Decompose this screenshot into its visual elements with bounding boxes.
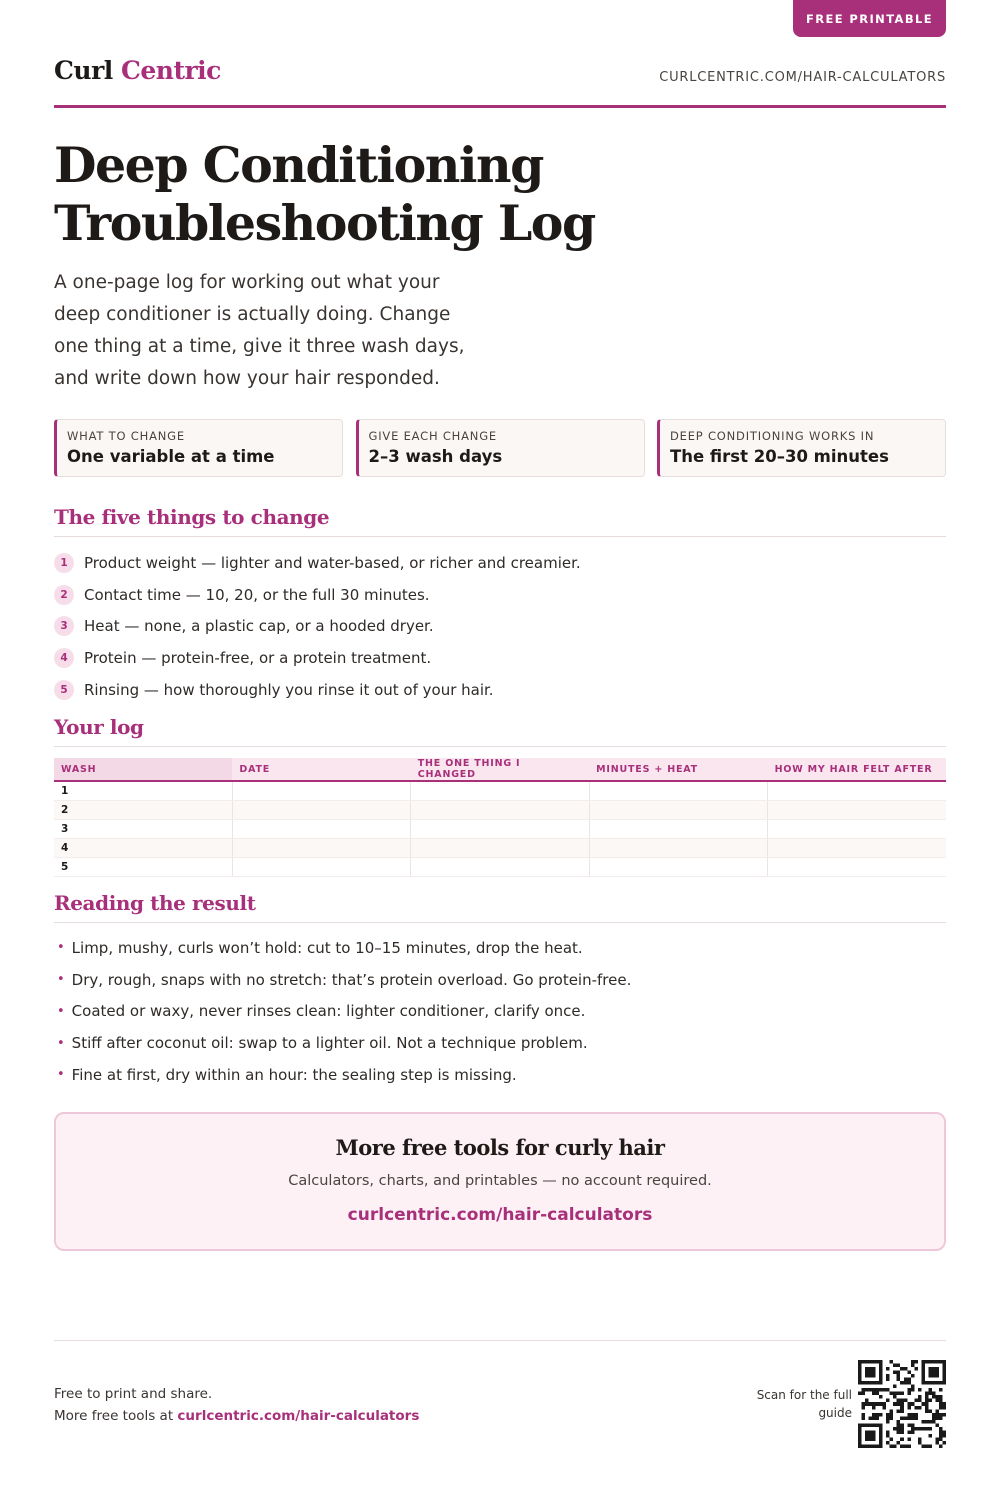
fact-card (356, 419, 645, 477)
list-item (54, 1059, 946, 1091)
qr-caption: Scan for the full guide (756, 1388, 852, 1420)
fact-value: One variable at a time (67, 447, 275, 466)
changes-heading: The five things to change (54, 505, 946, 537)
results-heading: Reading the result (54, 891, 946, 923)
footer-line-1: Free to print and share. (54, 1386, 213, 1402)
results-list (54, 932, 946, 1091)
result-text: Limp, mushy, curls won’t hold: cut to 10–15 minutes, drop the heat. (71, 938, 583, 957)
date-cell[interactable] (232, 800, 410, 819)
date-cell[interactable] (232, 857, 410, 876)
step-text: Protein — protein-free, or a protein treatment. (84, 649, 432, 668)
list-item (54, 642, 946, 674)
step-number: 1 (54, 553, 74, 573)
promo-link[interactable]: curlcentric.com/hair-calculators (347, 1205, 653, 1225)
step-text: Product weight — lighter and water-based, or richer and creamier. (84, 553, 581, 572)
wash-number: 2 (54, 800, 232, 819)
step-text: Rinsing — how thoroughly you rinse it out of your hair. (84, 680, 494, 699)
fact-cards (54, 419, 946, 477)
change-cell[interactable] (411, 819, 589, 838)
log-heading: Your log (54, 715, 946, 747)
changes-list (54, 547, 946, 706)
wash-number: 3 (54, 819, 232, 838)
footer-link[interactable]: curlcentric.com/hair-calculators (177, 1408, 420, 1424)
list-item (54, 611, 946, 643)
result-text: Stiff after coconut oil: swap to a lighter oil. Not a technique problem. (71, 1034, 588, 1053)
change-cell[interactable] (411, 781, 589, 800)
change-cell[interactable] (411, 800, 589, 819)
minutes-cell[interactable] (589, 800, 767, 819)
promo-box (54, 1112, 946, 1251)
footer-text (54, 1383, 419, 1427)
log-table (54, 758, 946, 877)
minutes-cell[interactable] (589, 819, 767, 838)
logo-first: Curl (54, 56, 113, 85)
title-line-2: Troubleshooting Log (54, 194, 595, 252)
footer-divider (54, 1340, 946, 1341)
minutes-cell[interactable] (589, 857, 767, 876)
table-row (54, 857, 946, 876)
change-cell[interactable] (411, 857, 589, 876)
title-line-1: Deep Conditioning (54, 136, 543, 194)
table-header-row (54, 758, 946, 781)
column-header: DATE (232, 758, 410, 781)
minutes-cell[interactable] (589, 781, 767, 800)
footer-prefix: More free tools at (54, 1408, 178, 1424)
column-header: WASH (54, 758, 232, 781)
fact-label: GIVE EACH CHANGE (368, 429, 497, 443)
wash-number: 1 (54, 781, 232, 800)
step-text: Heat — none, a plastic cap, or a hooded dryer. (84, 617, 434, 636)
list-item (54, 674, 946, 706)
table-row (54, 781, 946, 800)
date-cell[interactable] (232, 781, 410, 800)
logo[interactable] (54, 56, 221, 105)
minutes-cell[interactable] (589, 838, 767, 857)
fact-label: DEEP CONDITIONING WORKS IN (670, 429, 875, 443)
list-item (54, 932, 946, 964)
table-row (54, 800, 946, 819)
fact-label: WHAT TO CHANGE (67, 429, 185, 443)
step-number: 3 (54, 616, 74, 636)
site-url[interactable]: CURLCENTRIC.COM/HAIR-CALCULATORS (659, 70, 946, 85)
feel-cell[interactable] (768, 800, 946, 819)
promo-title: More free tools for curly hair (335, 1135, 665, 1160)
feel-cell[interactable] (768, 819, 946, 838)
step-text: Contact time — 10, 20, or the full 30 minutes. (84, 585, 430, 604)
fact-value: 2–3 wash days (368, 447, 503, 466)
step-number: 5 (54, 680, 74, 700)
column-header: MINUTES + HEAT (589, 758, 767, 781)
list-item (54, 1027, 946, 1059)
feel-cell[interactable] (768, 838, 946, 857)
bullet-icon: • (57, 1003, 65, 1019)
column-header: THE ONE THING I CHANGED (411, 758, 589, 781)
result-text: Fine at first, dry within an hour: the sealing step is missing. (71, 1065, 517, 1084)
free-printable-badge: FREE PRINTABLE (793, 0, 946, 37)
bullet-icon: • (57, 1067, 65, 1083)
fact-card (657, 419, 946, 477)
column-header: HOW MY HAIR FELT AFTER (768, 758, 946, 781)
promo-subtitle: Calculators, charts, and printables — no account required. (288, 1173, 712, 1189)
wash-number: 4 (54, 838, 232, 857)
intro-paragraph: A one-page log for working out what your deep conditioner is actually doing. Change one thing at a time, give it three wash days, and write down how your hair responded. (54, 272, 465, 389)
bullet-icon: • (57, 972, 65, 988)
list-item (54, 579, 946, 611)
logo-second: Centric (120, 56, 221, 85)
feel-cell[interactable] (768, 781, 946, 800)
change-cell[interactable] (411, 838, 589, 857)
step-number: 4 (54, 648, 74, 668)
list-item (54, 964, 946, 996)
date-cell[interactable] (232, 819, 410, 838)
wash-number: 5 (54, 857, 232, 876)
bullet-icon: • (57, 940, 65, 956)
footer-line-2 (54, 1405, 419, 1427)
table-row (54, 819, 946, 838)
page-header (54, 56, 946, 108)
step-number: 2 (54, 585, 74, 605)
fact-value: The first 20–30 minutes (670, 447, 889, 466)
qr-code-icon[interactable] (858, 1360, 946, 1448)
result-text: Coated or waxy, never rinses clean: lighter conditioner, clarify once. (71, 1002, 586, 1021)
list-item (54, 547, 946, 579)
fact-card (54, 419, 343, 477)
date-cell[interactable] (232, 838, 410, 857)
page-title (54, 136, 754, 252)
list-item (54, 996, 946, 1028)
bullet-icon: • (57, 1035, 65, 1051)
feel-cell[interactable] (768, 857, 946, 876)
table-row (54, 838, 946, 857)
result-text: Dry, rough, snaps with no stretch: that’s protein overload. Go protein-free. (71, 970, 632, 989)
